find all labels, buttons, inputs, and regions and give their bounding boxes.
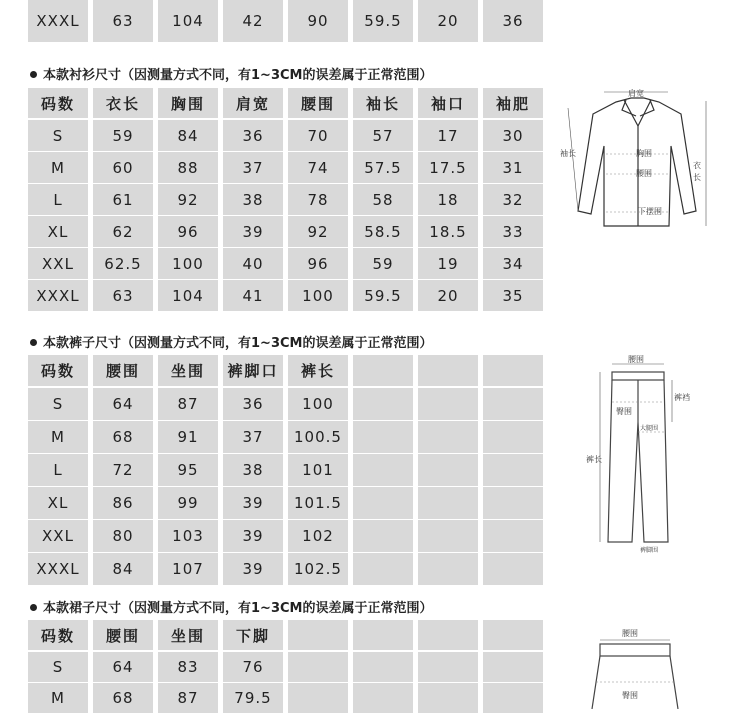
table-cell: S bbox=[28, 388, 88, 420]
column-header: 肩宽 bbox=[223, 88, 283, 118]
shirt-title-text: 本款衬衫尺寸（因测量方式不同，有1~3CM的误差属于正常范围） bbox=[43, 68, 433, 83]
pants-section-title bbox=[30, 332, 432, 351]
table-cell: 19 bbox=[418, 248, 478, 279]
empty-cell bbox=[353, 355, 413, 386]
table-cell: 92 bbox=[158, 184, 218, 215]
empty-cell bbox=[353, 421, 413, 453]
skirt-measurement-diagram bbox=[570, 620, 700, 709]
chest-label: 胸围 bbox=[636, 149, 652, 158]
waist-label: 腰围 bbox=[622, 629, 638, 638]
table-cell: 35 bbox=[483, 280, 543, 311]
table-cell: XXXL bbox=[28, 553, 88, 585]
table-cell: 74 bbox=[288, 152, 348, 183]
table-row bbox=[28, 520, 543, 552]
skirt-size-table bbox=[28, 620, 549, 713]
table-cell: XXL bbox=[28, 248, 88, 279]
rise-label: 裤裆 bbox=[674, 393, 690, 402]
column-header: 腰围 bbox=[288, 88, 348, 118]
header-row bbox=[28, 355, 543, 386]
waist-label: 腰围 bbox=[636, 169, 652, 178]
empty-cell bbox=[483, 454, 543, 486]
empty-cell bbox=[483, 355, 543, 386]
column-header: 袖肥 bbox=[483, 88, 543, 118]
table-cell: 91 bbox=[158, 421, 218, 453]
table-cell: 102.5 bbox=[288, 553, 348, 585]
header-row bbox=[28, 88, 543, 118]
empty-cell bbox=[288, 652, 348, 682]
table-cell: 63 bbox=[93, 280, 153, 311]
empty-cell bbox=[418, 487, 478, 519]
table-cell: 59 bbox=[353, 248, 413, 279]
table-cell: 68 bbox=[93, 421, 153, 453]
column-header: 腰围 bbox=[93, 620, 153, 650]
table-cell: 17.5 bbox=[418, 152, 478, 183]
table-cell: 58 bbox=[353, 184, 413, 215]
table-cell: 31 bbox=[483, 152, 543, 183]
pants-measurement-diagram bbox=[580, 352, 700, 557]
empty-cell bbox=[418, 620, 478, 650]
table-cell: 37 bbox=[223, 421, 283, 453]
length-label: 裤长 bbox=[586, 455, 602, 464]
table-cell: 62.5 bbox=[93, 248, 153, 279]
empty-cell bbox=[353, 520, 413, 552]
bullet-icon bbox=[30, 604, 37, 611]
column-header: 码数 bbox=[28, 355, 88, 386]
previous-size-table-partial bbox=[28, 0, 549, 42]
table-cell: XL bbox=[28, 216, 88, 247]
pants-size-table bbox=[28, 355, 549, 585]
table-row bbox=[28, 454, 543, 486]
table-row bbox=[28, 487, 543, 519]
table-cell: M bbox=[28, 421, 88, 453]
table-row bbox=[28, 421, 543, 453]
empty-cell bbox=[353, 620, 413, 650]
table-cell: 38 bbox=[223, 184, 283, 215]
table-cell: 36 bbox=[223, 388, 283, 420]
table-cell: L bbox=[28, 454, 88, 486]
empty-cell bbox=[483, 620, 543, 650]
table-cell: 64 bbox=[93, 652, 153, 682]
bullet-icon bbox=[30, 339, 37, 346]
shirt-section-title bbox=[30, 64, 432, 83]
table-cell: 64 bbox=[93, 388, 153, 420]
skirt-title-text: 本款裙子尺寸（因测量方式不同，有1~3CM的误差属于正常范围） bbox=[43, 601, 433, 616]
table-cell: 38 bbox=[223, 454, 283, 486]
table-cell: 95 bbox=[158, 454, 218, 486]
table-cell: 86 bbox=[93, 487, 153, 519]
table-row bbox=[28, 0, 543, 42]
empty-cell bbox=[483, 652, 543, 682]
table-cell: 107 bbox=[158, 553, 218, 585]
table-cell: 20 bbox=[418, 280, 478, 311]
shirt-size-table bbox=[28, 88, 549, 311]
table-cell: L bbox=[28, 184, 88, 215]
table-cell: 57.5 bbox=[353, 152, 413, 183]
table-cell: 68 bbox=[93, 683, 153, 713]
table-row bbox=[28, 280, 543, 311]
table-cell: 57 bbox=[353, 120, 413, 151]
empty-cell bbox=[483, 388, 543, 420]
empty-cell bbox=[353, 454, 413, 486]
empty-cell bbox=[353, 388, 413, 420]
empty-cell bbox=[418, 652, 478, 682]
table-row bbox=[28, 216, 543, 247]
table-cell: 100.5 bbox=[288, 421, 348, 453]
empty-cell bbox=[483, 487, 543, 519]
sleeve-label: 袖长 bbox=[560, 149, 576, 158]
table-cell: 96 bbox=[158, 216, 218, 247]
hem-label: 下摆围 bbox=[638, 207, 662, 216]
table-cell: 78 bbox=[288, 184, 348, 215]
empty-cell bbox=[483, 421, 543, 453]
empty-cell bbox=[418, 388, 478, 420]
table-cell: 87 bbox=[158, 683, 218, 713]
table-cell: 102 bbox=[288, 520, 348, 552]
table-cell: 99 bbox=[158, 487, 218, 519]
table-cell: 40 bbox=[223, 248, 283, 279]
hip-label: 臀围 bbox=[622, 691, 638, 700]
table-cell: 61 bbox=[93, 184, 153, 215]
table-cell: 36 bbox=[483, 0, 543, 42]
empty-cell bbox=[483, 520, 543, 552]
table-cell: 34 bbox=[483, 248, 543, 279]
table-cell: 88 bbox=[158, 152, 218, 183]
table-row bbox=[28, 553, 543, 585]
table-cell: XL bbox=[28, 487, 88, 519]
empty-cell bbox=[418, 421, 478, 453]
table-cell: 100 bbox=[158, 248, 218, 279]
table-cell: 32 bbox=[483, 184, 543, 215]
column-header: 码数 bbox=[28, 88, 88, 118]
column-header: 坐围 bbox=[158, 620, 218, 650]
table-cell: 87 bbox=[158, 388, 218, 420]
table-cell: 39 bbox=[223, 520, 283, 552]
table-cell: 70 bbox=[288, 120, 348, 151]
table-cell: 79.5 bbox=[223, 683, 283, 713]
empty-cell bbox=[418, 553, 478, 585]
header-row bbox=[28, 620, 543, 650]
empty-cell bbox=[483, 553, 543, 585]
table-cell: 59.5 bbox=[353, 280, 413, 311]
empty-cell bbox=[418, 355, 478, 386]
skirt-section-title bbox=[30, 597, 432, 616]
table-cell: 84 bbox=[93, 553, 153, 585]
table-cell: M bbox=[28, 683, 88, 713]
length-label-1: 衣 bbox=[693, 161, 701, 170]
waist-label: 腰围 bbox=[628, 355, 644, 364]
thigh-label: 大腿围 bbox=[640, 425, 659, 432]
table-row bbox=[28, 152, 543, 183]
table-cell: 59.5 bbox=[353, 0, 413, 42]
column-header: 裤长 bbox=[288, 355, 348, 386]
table-cell: 72 bbox=[93, 454, 153, 486]
table-cell: S bbox=[28, 652, 88, 682]
table-row bbox=[28, 120, 543, 151]
table-cell: 101 bbox=[288, 454, 348, 486]
table-cell: 58.5 bbox=[353, 216, 413, 247]
column-header: 下脚 bbox=[223, 620, 283, 650]
length-label-2: 长 bbox=[693, 173, 701, 182]
table-cell: 101.5 bbox=[288, 487, 348, 519]
table-cell: 18 bbox=[418, 184, 478, 215]
table-cell: 37 bbox=[223, 152, 283, 183]
hip-label: 臀围 bbox=[616, 407, 632, 416]
empty-cell bbox=[353, 487, 413, 519]
shirt-measurement-diagram bbox=[556, 86, 716, 246]
table-cell: XXXL bbox=[28, 0, 88, 42]
table-cell: 96 bbox=[288, 248, 348, 279]
table-cell: 39 bbox=[223, 487, 283, 519]
table-cell: 76 bbox=[223, 652, 283, 682]
shoulder-label: 肩宽 bbox=[628, 89, 644, 98]
empty-cell bbox=[288, 620, 348, 650]
table-cell: XXL bbox=[28, 520, 88, 552]
column-header: 坐围 bbox=[158, 355, 218, 386]
table-row bbox=[28, 652, 543, 682]
table-cell: 62 bbox=[93, 216, 153, 247]
empty-cell bbox=[418, 454, 478, 486]
table-cell: 33 bbox=[483, 216, 543, 247]
table-cell: 104 bbox=[158, 0, 218, 42]
table-cell: 39 bbox=[223, 216, 283, 247]
table-cell: 84 bbox=[158, 120, 218, 151]
table-cell: 103 bbox=[158, 520, 218, 552]
empty-cell bbox=[418, 520, 478, 552]
table-cell: 39 bbox=[223, 553, 283, 585]
table-cell: S bbox=[28, 120, 88, 151]
column-header: 衣长 bbox=[93, 88, 153, 118]
table-cell: M bbox=[28, 152, 88, 183]
column-header: 码数 bbox=[28, 620, 88, 650]
table-row bbox=[28, 388, 543, 420]
empty-cell bbox=[353, 652, 413, 682]
column-header: 袖口 bbox=[418, 88, 478, 118]
table-cell: 41 bbox=[223, 280, 283, 311]
table-cell: XXXL bbox=[28, 280, 88, 311]
table-cell: 63 bbox=[93, 0, 153, 42]
table-cell: 30 bbox=[483, 120, 543, 151]
table-row bbox=[28, 248, 543, 279]
pants-title-text: 本款裤子尺寸（因测量方式不同，有1~3CM的误差属于正常范围） bbox=[43, 336, 433, 351]
table-cell: 100 bbox=[288, 280, 348, 311]
column-header: 袖长 bbox=[353, 88, 413, 118]
hem-label: 裤脚围 bbox=[640, 547, 659, 554]
table-cell: 104 bbox=[158, 280, 218, 311]
table-cell: 17 bbox=[418, 120, 478, 151]
empty-cell bbox=[353, 553, 413, 585]
table-cell: 92 bbox=[288, 216, 348, 247]
table-cell: 90 bbox=[288, 0, 348, 42]
table-cell: 80 bbox=[93, 520, 153, 552]
table-cell: 83 bbox=[158, 652, 218, 682]
table-cell: 20 bbox=[418, 0, 478, 42]
table-cell: 59 bbox=[93, 120, 153, 151]
table-cell: 60 bbox=[93, 152, 153, 183]
column-header: 胸围 bbox=[158, 88, 218, 118]
table-row bbox=[28, 184, 543, 215]
column-header: 裤脚口 bbox=[223, 355, 283, 386]
column-header: 腰围 bbox=[93, 355, 153, 386]
table-cell: 18.5 bbox=[418, 216, 478, 247]
table-cell: 100 bbox=[288, 388, 348, 420]
table-cell: 36 bbox=[223, 120, 283, 151]
bullet-icon bbox=[30, 71, 37, 78]
table-cell: 42 bbox=[223, 0, 283, 42]
